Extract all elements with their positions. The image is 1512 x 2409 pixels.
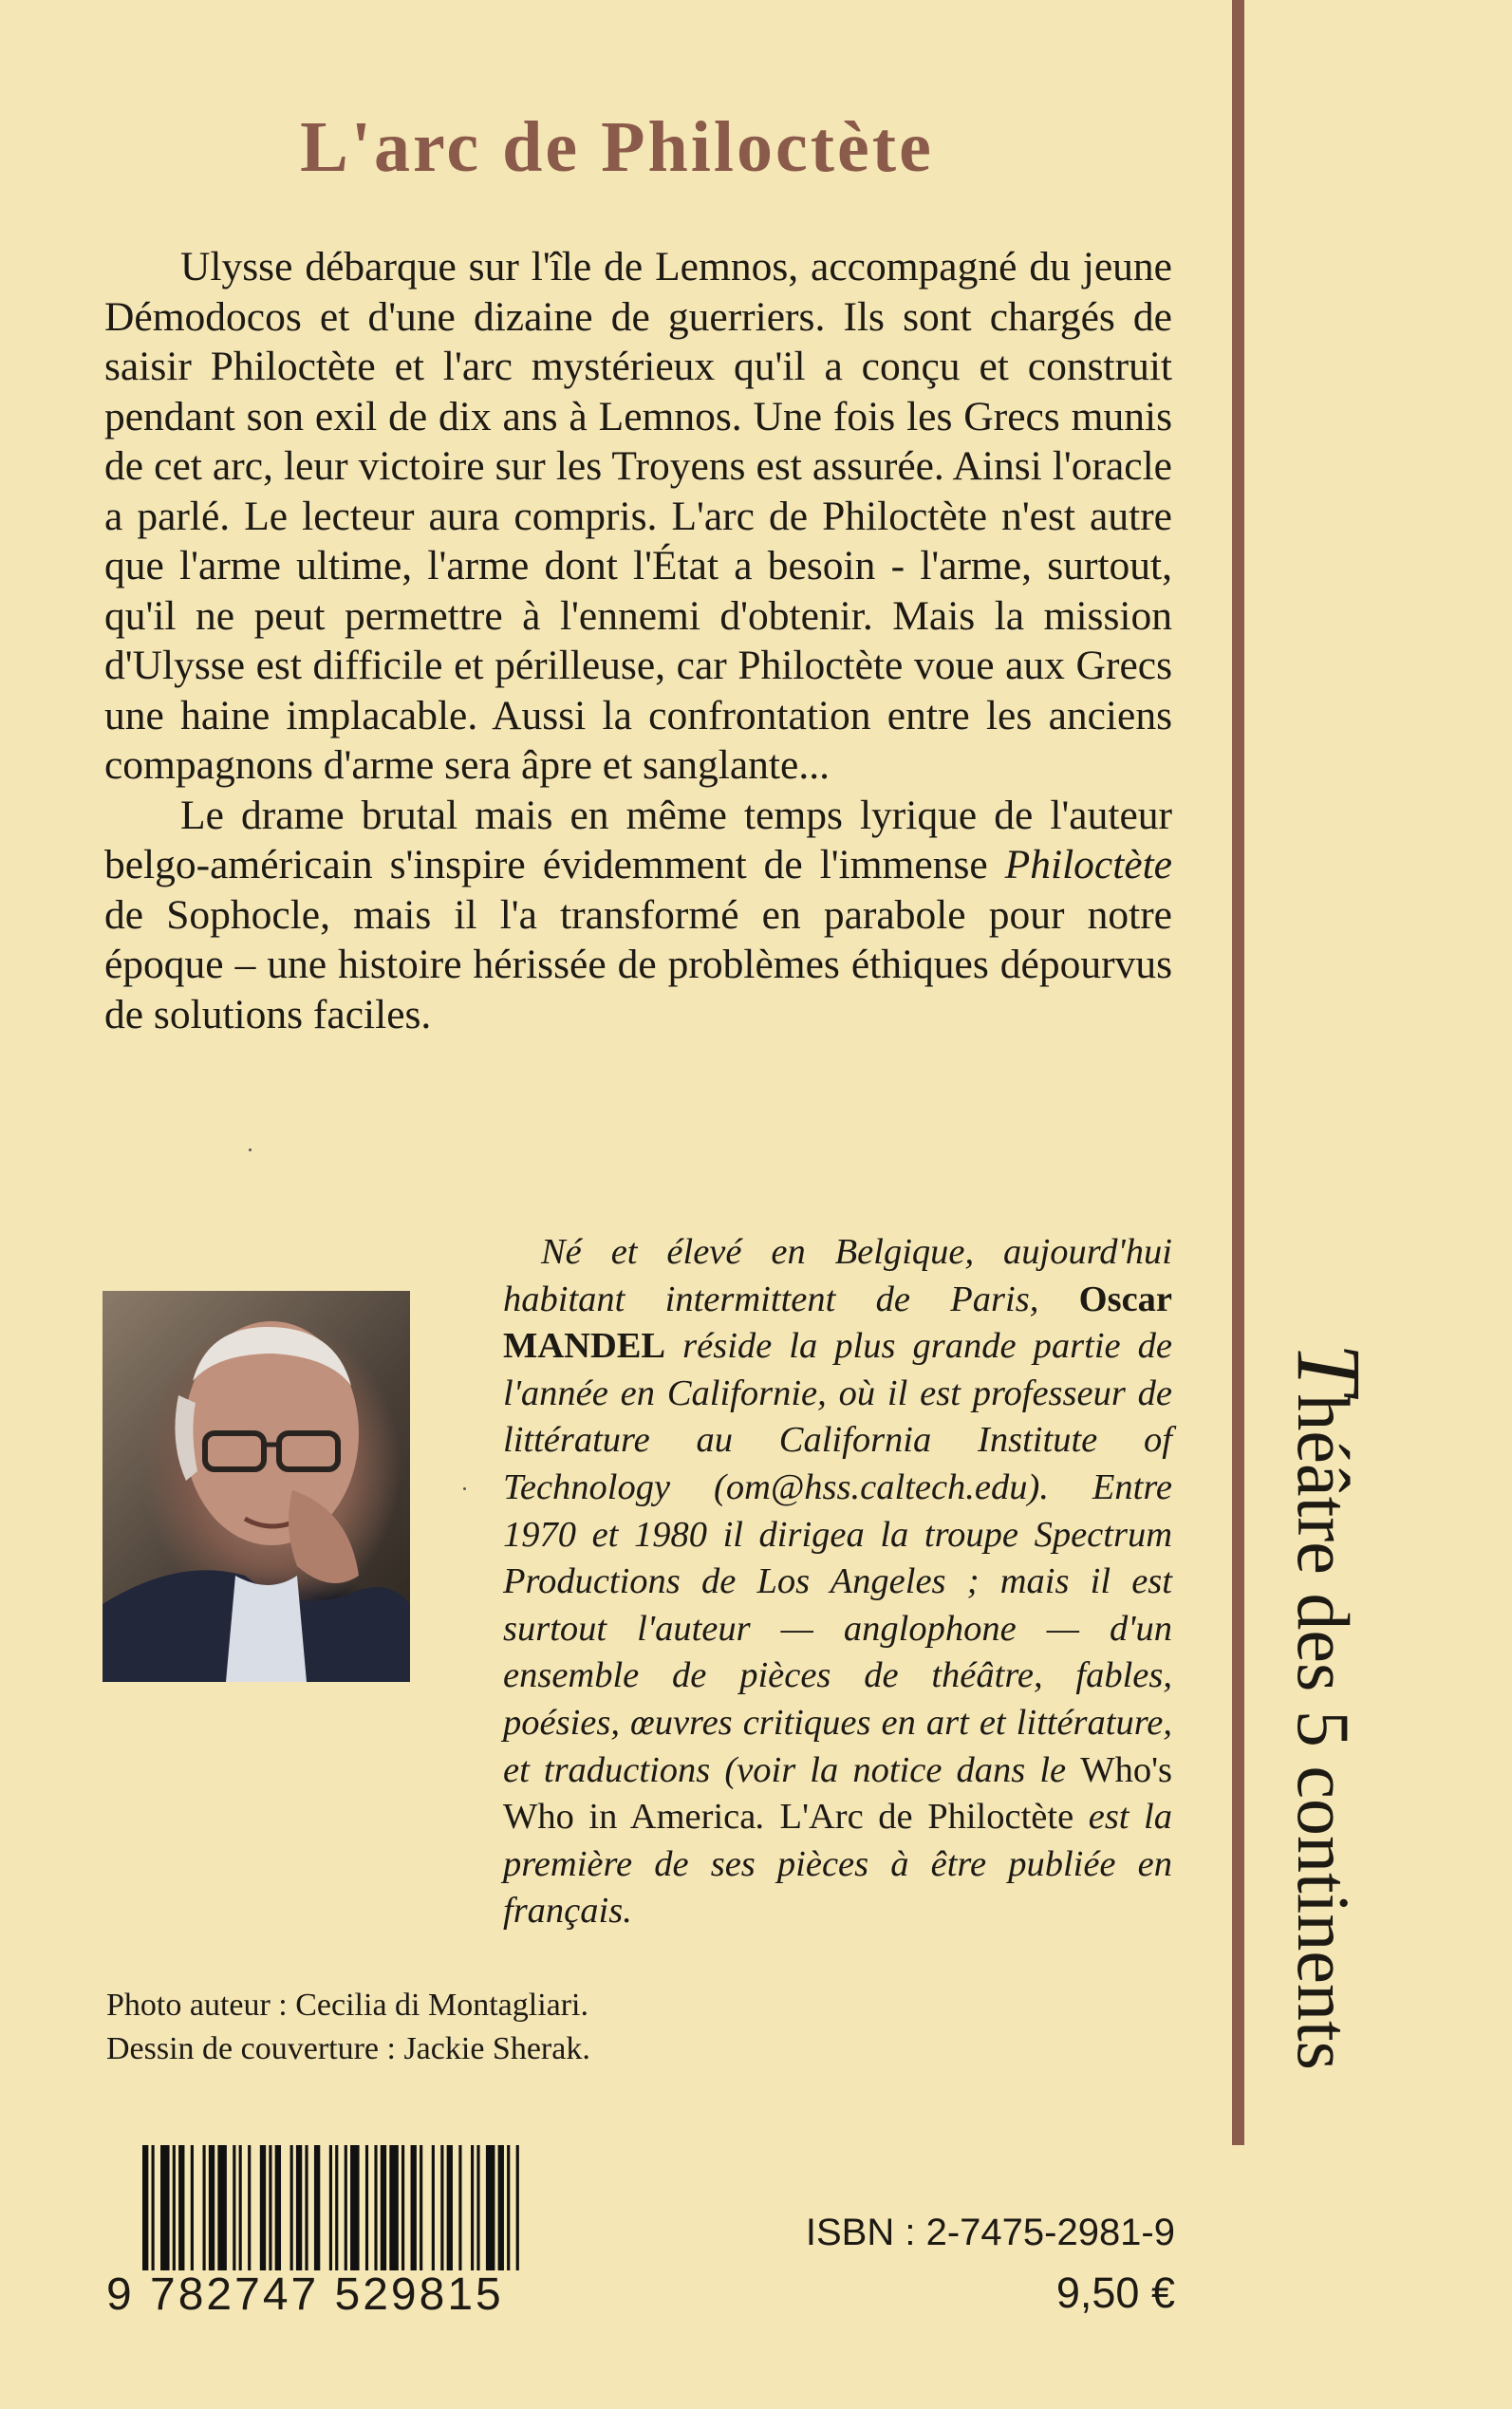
- barcode-bar: [507, 2145, 510, 2270]
- barcode-bar: [486, 2145, 495, 2270]
- photo-credit: Photo auteur : Cecilia di Montagliari.: [106, 1988, 589, 2023]
- author-last-name: MANDEL: [503, 1326, 666, 1367]
- barcode-bar: [233, 2145, 235, 2270]
- bio-part-1: Né et élevé en Belgique, aujourd'hui habitant intermittent de Paris,: [503, 1232, 1172, 1319]
- series-title-initial: T: [1279, 1343, 1380, 1394]
- print-speck: [249, 1148, 252, 1151]
- barcode-bar: [217, 2145, 227, 2270]
- summary-p2-start: Le drame brutal mais en même temps lyrique de l'auteur belgo-américain s'inspire évidemment de l'immense: [104, 792, 1172, 887]
- print-speck: [463, 1487, 466, 1490]
- barcode-bar: [296, 2145, 302, 2270]
- barcode-bar: [471, 2145, 474, 2270]
- barcode-bar: [275, 2145, 281, 2270]
- author-biography: [503, 1229, 1172, 1935]
- barcode-bar: [335, 2145, 338, 2270]
- bio-book-title: L'Arc de Philoctète: [779, 1797, 1074, 1838]
- author-photo: [103, 1291, 410, 1682]
- bio-part-4: est la première de ses pièces à être publiée en français.: [503, 1797, 1173, 1932]
- barcode-bar: [420, 2145, 422, 2270]
- barcode-bar: [350, 2145, 360, 2270]
- barcode-bar: [345, 2145, 347, 2270]
- barcode-bar: [365, 2145, 368, 2270]
- series-title: [1277, 1343, 1382, 2070]
- barcode-bar: [458, 2145, 461, 2270]
- barcode-bar: [305, 2145, 308, 2270]
- cover-drawing-credit: Dessin de couverture : Jackie Sherak.: [106, 2031, 590, 2066]
- barcode-bar: [447, 2145, 453, 2270]
- barcode-bar: [329, 2145, 332, 2270]
- barcode-bar: [401, 2145, 404, 2270]
- bio-whos-who: Who's Who in America: [503, 1749, 1172, 1838]
- barcode-digits: 9 782747 529815: [106, 2269, 504, 2320]
- barcode-bar: [314, 2145, 320, 2270]
- barcode-bar: [191, 2145, 194, 2270]
- book-title: L'arc de Philoctète: [300, 107, 934, 187]
- barcode-bar: [389, 2145, 399, 2270]
- book-summary: [104, 242, 1172, 1039]
- series-title-rest: héâtre des 5 continents: [1282, 1393, 1365, 2070]
- barcode-bar: [476, 2145, 479, 2270]
- barcode-bar: [516, 2145, 519, 2270]
- isbn: ISBN : 2-7475-2981-9: [805, 2212, 1175, 2253]
- barcode-bar: [374, 2145, 377, 2270]
- barcode-bar: [178, 2145, 184, 2270]
- summary-work-title: Philoctète: [1004, 842, 1172, 887]
- barcode-bar: [269, 2145, 271, 2270]
- barcode-bar: [160, 2145, 170, 2270]
- author-first-name: Oscar: [1078, 1279, 1172, 1319]
- barcode-bar: [248, 2145, 251, 2270]
- barcode-bar: [202, 2145, 205, 2270]
- barcode-bar: [173, 2145, 176, 2270]
- spine-divider-line: [1232, 0, 1244, 2145]
- barcode-bar: [432, 2145, 435, 2270]
- barcode-bar: [411, 2145, 417, 2270]
- bio-part-2: réside la plus grande partie de l'année en Californie, où il est professeur de littérature au California Institute of Technology (om@hss.caltech.edu). Entre 1970 et 1980 il dirigea la troupe Spectrum Productions de Los Angeles ; mais il est surtout l'auteur — anglophone — d'un ensemble de pièces de théâtre, fables, poésies, œuvres critiques en art et littérature, et traductions (voir la notice dans le: [503, 1326, 1172, 1790]
- credits: [106, 1984, 590, 2071]
- author-portrait-image: [103, 1291, 410, 1682]
- summary-paragraph-1: Ulysse débarque sur l'île de Lemnos, accompagné du jeune Démodocos et d'une dizaine de guerriers. Ils sont chargés de saisir Philoctète et l'arc mystérieux qu'il a conçu et construit pendant son exil de dix ans à Lemnos. Une fois les Grecs munis de cet arc, leur victoire sur les Troyens est assurée. Ainsi l'oracle a parlé. Le lecteur aura compris. L'arc de Philoctète n'est autre que l'arme ultime, l'arme dont l'État a besoin - l'arme, surtout, qu'il ne peut permettre à l'ennemi d'obtenir. Mais la mission d'Ulysse est difficile et périlleuse, car Philoctète voue aux Grecs une haine implacable. Aussi la confrontation entre les anciens compagnons d'arme sera âpre et sanglante...: [104, 244, 1172, 788]
- barcode-bar: [142, 2145, 148, 2270]
- barcode-bar: [440, 2145, 443, 2270]
- summary-paragraph-2: [104, 791, 1172, 1040]
- barcode-bar: [290, 2145, 293, 2270]
- barcode-bar: [498, 2145, 504, 2270]
- summary-p2-end: de Sophocle, mais il l'a transformé en parabole pour notre époque – une histoire hérissée de problèmes éthiques dépourvus de solutions faciles.: [104, 891, 1172, 1037]
- barcode: [142, 2145, 522, 2270]
- barcode-bar: [381, 2145, 386, 2270]
- barcode-bar: [152, 2145, 155, 2270]
- barcode-bar: [209, 2145, 215, 2270]
- price: 9,50 €: [1055, 2269, 1175, 2317]
- bio-part-3: .: [756, 1797, 780, 1838]
- barcode-bar: [260, 2145, 266, 2270]
- barcode-bar: [239, 2145, 242, 2270]
